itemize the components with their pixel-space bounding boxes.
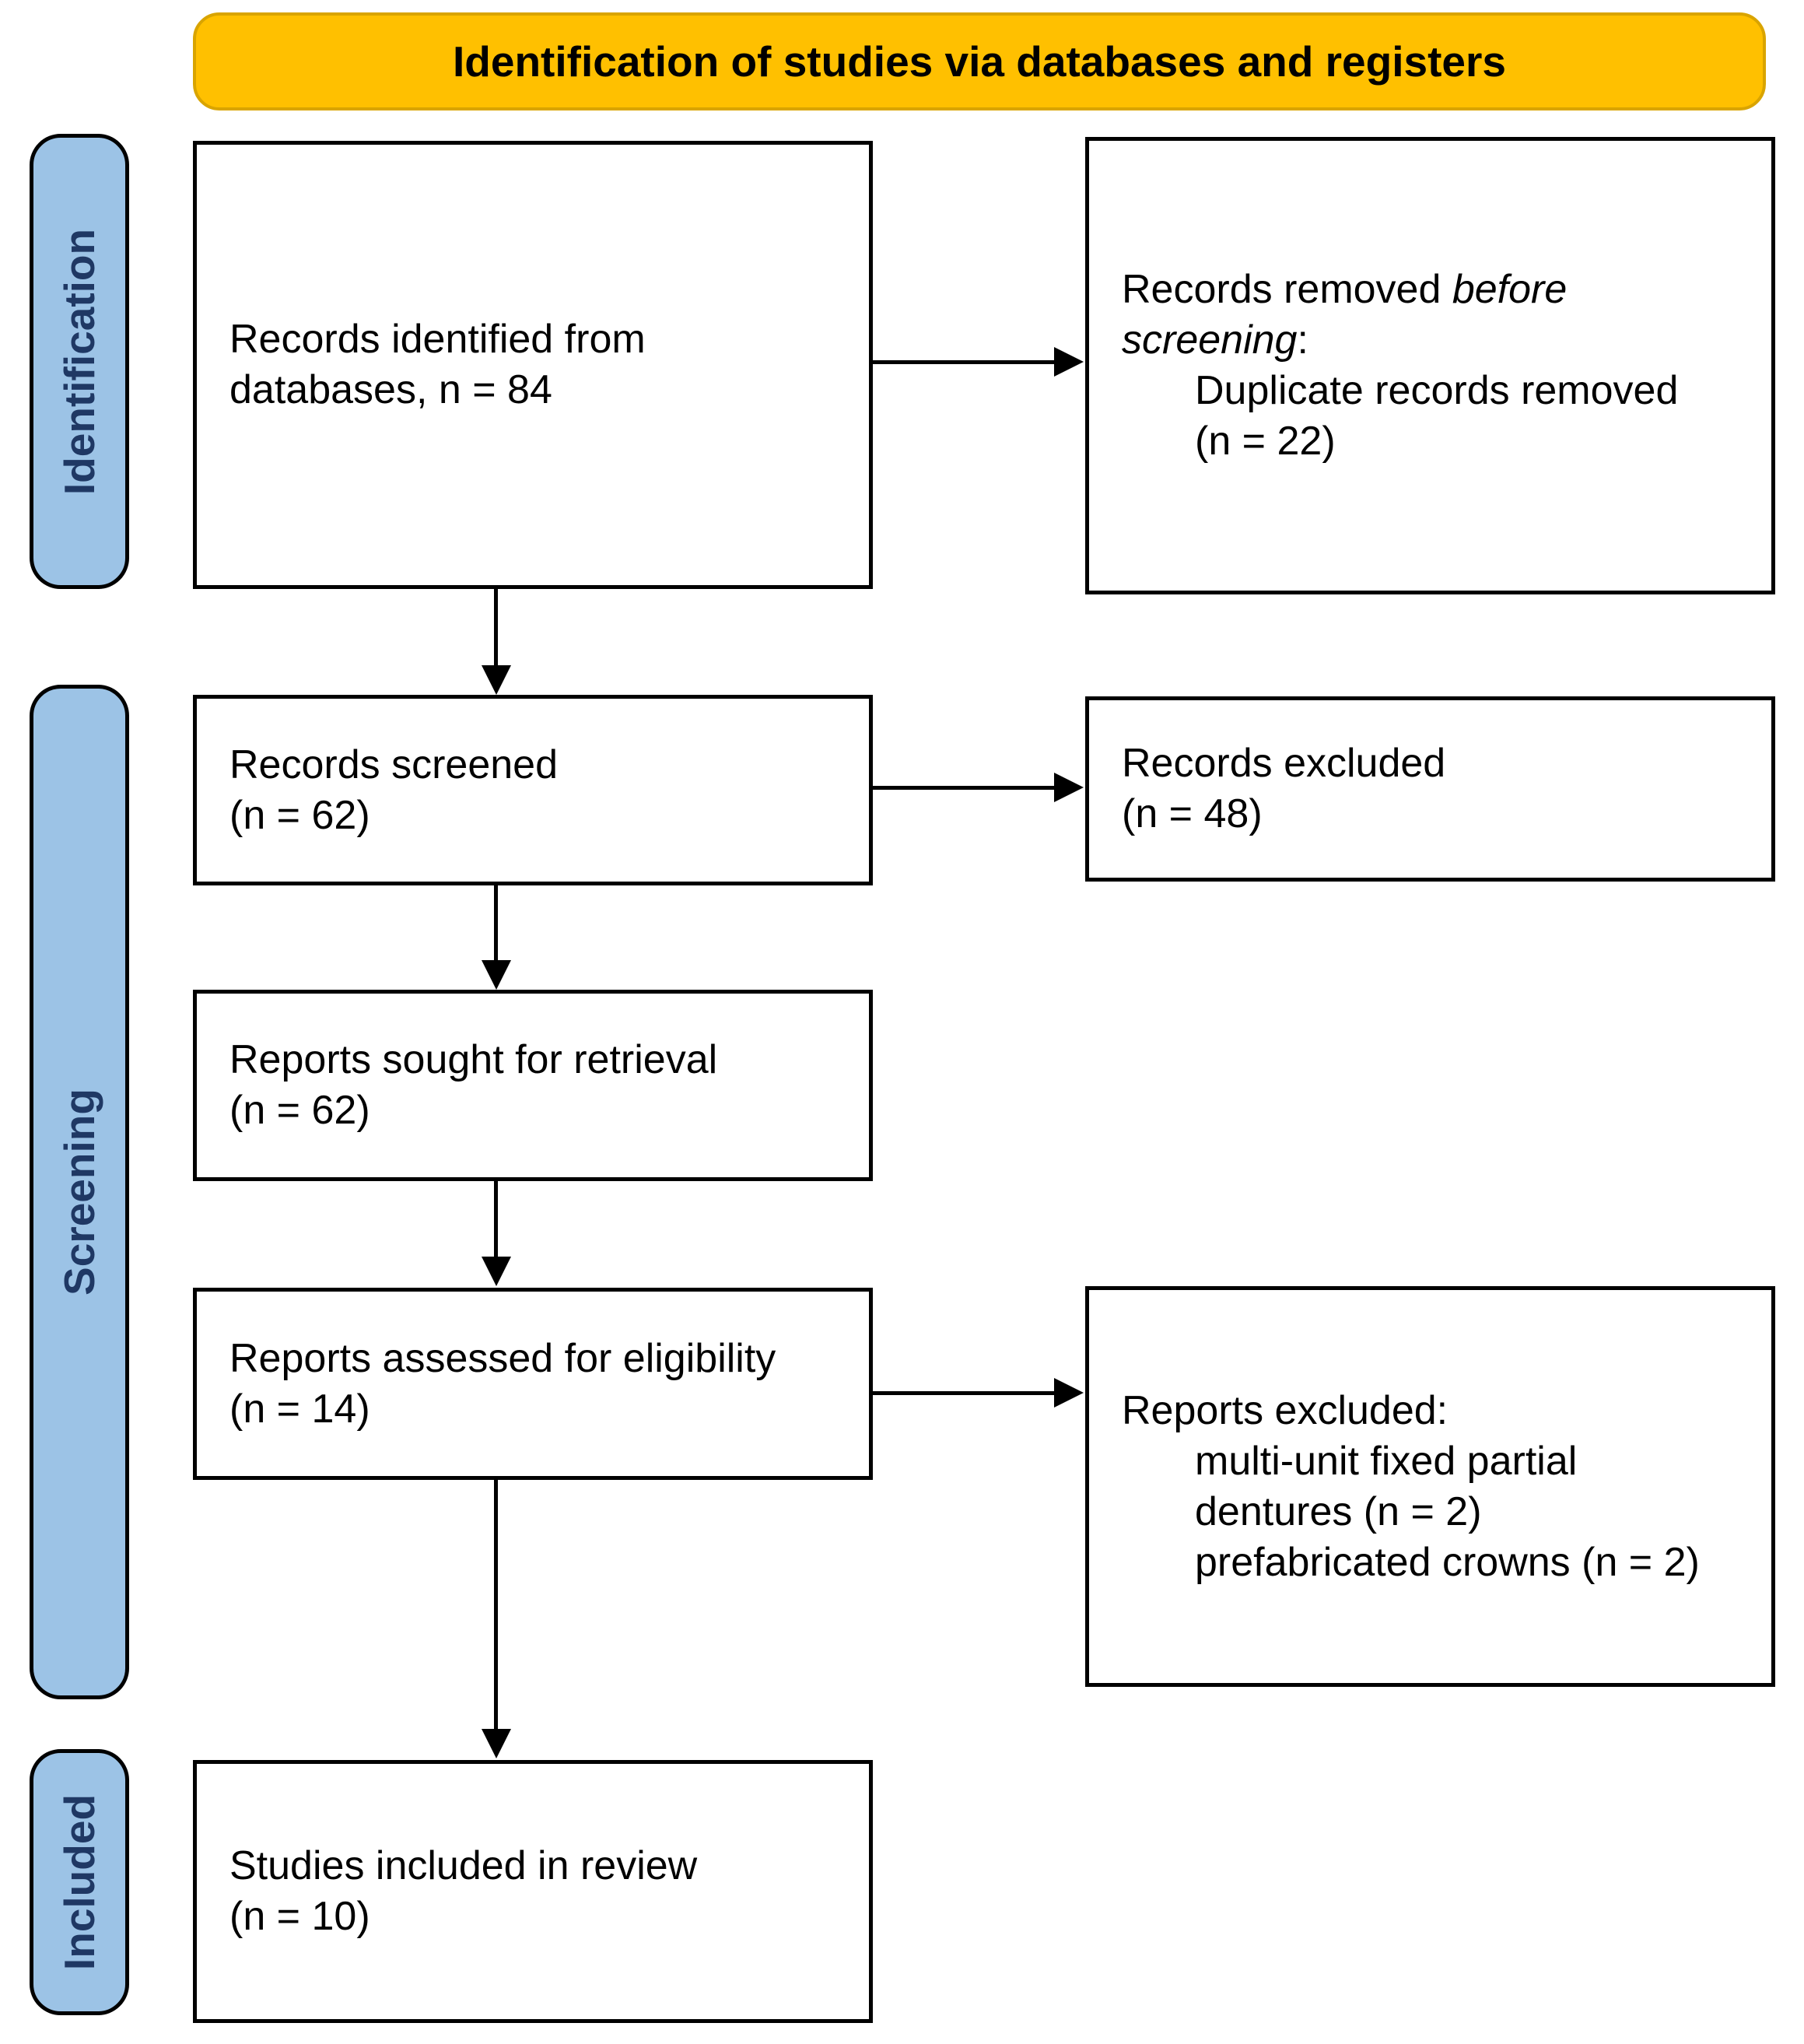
box-reports-excluded-detail1: multi-unit fixed partial bbox=[1195, 1438, 1578, 1484]
box-studies-included bbox=[193, 1760, 873, 2023]
arrow-down-assessed-to-included-head bbox=[482, 1729, 511, 1758]
arrow-down-sought-to-assessed-head bbox=[482, 1257, 511, 1286]
box-records-identified-line2: databases, n = 84 bbox=[229, 367, 552, 412]
sidebar-included-label: Included bbox=[55, 1793, 103, 1971]
box-records-removed-detail1: Duplicate records removed bbox=[1195, 368, 1679, 413]
sidebar-screening bbox=[30, 685, 129, 1699]
box-records-removed bbox=[1085, 137, 1775, 594]
arrow-right-screened-to-excluded-head bbox=[1054, 773, 1084, 802]
box-reports-assessed-line2: (n = 14) bbox=[229, 1386, 370, 1432]
sidebar-included bbox=[30, 1749, 129, 2015]
box-reports-sought-line1: Reports sought for retrieval bbox=[229, 1037, 718, 1082]
box-reports-sought-line2: (n = 62) bbox=[229, 1088, 370, 1133]
box-records-removed-intro-colon: : bbox=[1297, 317, 1308, 363]
box-reports-excluded-detail3: prefabricated crowns (n = 2) bbox=[1195, 1539, 1700, 1585]
arrow-down-identified-to-screened-line bbox=[494, 589, 498, 667]
arrow-right-assessed-to-excluded-head bbox=[1054, 1378, 1084, 1408]
box-records-removed-detail2: (n = 22) bbox=[1195, 419, 1336, 464]
box-records-removed-intro-italic: before screening bbox=[1122, 267, 1568, 363]
arrow-right-identified-to-removed-head bbox=[1054, 347, 1084, 377]
sidebar-identification-label: Identification bbox=[55, 228, 104, 495]
box-records-identified bbox=[193, 141, 873, 589]
box-reports-assessed bbox=[193, 1288, 873, 1480]
box-reports-excluded bbox=[1085, 1286, 1775, 1687]
arrow-right-assessed-to-excluded-line bbox=[873, 1391, 1056, 1395]
box-records-identified-line1: Records identified from bbox=[229, 317, 646, 362]
arrow-down-screened-to-sought-head bbox=[482, 960, 511, 990]
sidebar-screening-label: Screening bbox=[55, 1089, 103, 1295]
box-records-excluded bbox=[1085, 696, 1775, 882]
box-reports-assessed-line1: Reports assessed for eligibility bbox=[229, 1335, 776, 1381]
arrow-right-screened-to-excluded-line bbox=[873, 786, 1056, 790]
box-reports-excluded-intro: Reports excluded: bbox=[1122, 1387, 1448, 1433]
sidebar-identification bbox=[30, 134, 129, 589]
arrow-down-identified-to-screened-head bbox=[482, 665, 511, 695]
arrow-down-screened-to-sought-line bbox=[494, 885, 498, 960]
box-records-screened-line1: Records screened bbox=[229, 742, 558, 787]
arrow-down-sought-to-assessed-line bbox=[494, 1181, 498, 1258]
box-records-screened bbox=[193, 695, 873, 885]
arrow-down-assessed-to-included-line bbox=[494, 1480, 498, 1730]
box-reports-excluded-detail2: dentures (n = 2) bbox=[1195, 1488, 1482, 1534]
box-records-excluded-line2: (n = 48) bbox=[1122, 791, 1263, 836]
box-studies-included-line2: (n = 10) bbox=[229, 1894, 370, 1939]
box-records-screened-line2: (n = 62) bbox=[229, 792, 370, 838]
arrow-right-identified-to-removed-line bbox=[873, 360, 1056, 364]
box-reports-sought bbox=[193, 990, 873, 1181]
header-banner bbox=[193, 12, 1766, 110]
box-records-removed-intro bbox=[1122, 265, 1752, 366]
box-studies-included-line1: Studies included in review bbox=[229, 1843, 698, 1888]
box-records-removed-intro-normal: Records removed bbox=[1122, 267, 1452, 312]
box-records-excluded-line1: Records excluded bbox=[1122, 741, 1446, 786]
header-title: Identification of studies via databases and registers bbox=[453, 37, 1506, 86]
